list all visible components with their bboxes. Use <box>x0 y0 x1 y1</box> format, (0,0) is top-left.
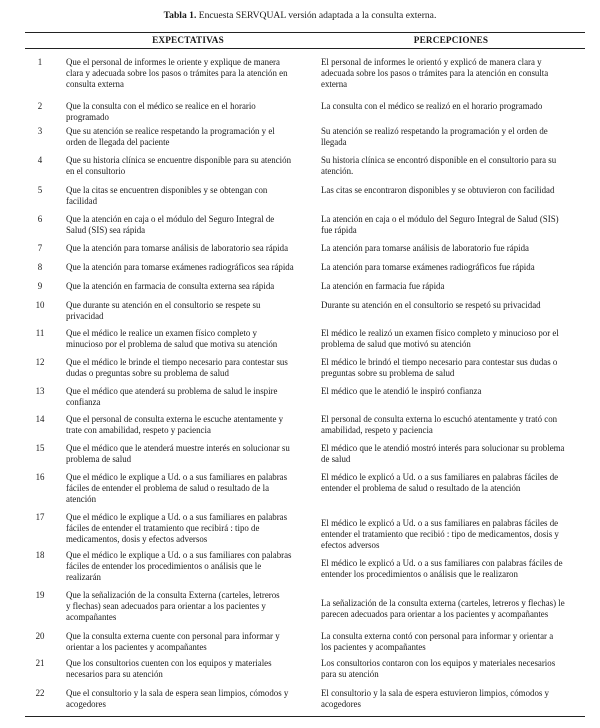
expectativa-cell: Que la atención en farmacia de consulta externa sea rápida <box>66 281 275 291</box>
expectativa-cell: Que la consulta externa cuente con personal para informar y orientar a los pacientes y acompañantes <box>66 631 280 652</box>
percepcion-cell: La consulta con el médico se realizó en el horario programado <box>321 101 543 111</box>
expectativa-cell: Que el médico le explique a Ud. o a sus familiares en palabras fáciles de entender el tratamiento que recibirá : tipo de medicamentos, dosis y efectos adversos <box>66 512 288 544</box>
row-number: 7 <box>37 243 43 253</box>
row-number: 3 <box>37 126 43 136</box>
percepcion-cell: Su historia clínica se encontró disponible en el consultorio para su atención. <box>321 155 557 176</box>
expectativa-cell: Que la atención para tomarse exámenes radiográficos sea rápida <box>66 262 294 272</box>
row-number: 11 <box>35 328 45 338</box>
expectativa-cell: Que su atención se realice respetando la programación y el orden de llegada del paciente <box>66 126 275 147</box>
percepcion-cell: El médico le explicó a Ud. o a sus familiares con palabras fáciles de entender los procedimientos o análisis que le realizaron <box>321 558 563 579</box>
percepcion-cell: El médico que le atendió mostró interés para solucionar su problema de salud <box>321 443 565 464</box>
header-expectativas: EXPECTATIVAS <box>152 35 224 45</box>
expectativa-cell: Que el médico que atenderá su problema de salud le inspire confianza <box>66 386 278 407</box>
percepcion-cell: La atención en farmacia fue rápida <box>321 281 445 291</box>
expectativa-cell: Que la atención para tomarse análisis de laboratorio sea rápida <box>66 243 289 253</box>
percepcion-cell: Durante su atención en el consultorio se respetó su privacidad <box>321 300 541 310</box>
table-caption-text: Encuesta SERVQUAL versión adaptada a la consulta externa. <box>198 10 437 21</box>
percepcion-cell: Las citas se encontraron disponibles y se obtuvieron con facilidad <box>321 185 555 195</box>
percepcion-cell: El médico le realizó un examen físico completo y minucioso por el problema de salud que motivó su atención <box>321 328 559 349</box>
percepcion-cell: El médico le explicó a Ud. o a sus familiares en palabras fáciles de entender el tratamiento que recibió : tipo de medicamentos, dosis y efectos adversos <box>321 518 559 550</box>
percepcion-cell: El médico que le atendió le inspiró confianza <box>321 386 482 396</box>
row-number: 4 <box>37 155 43 165</box>
row-number: 17 <box>35 512 45 522</box>
expectativa-cell: Que el médico le explique a Ud. o a sus familiares en palabras fáciles de entender el problema de salud o resultado de la atención <box>66 472 288 504</box>
percepcion-cell: La señalización de la consulta externa (carteles, letreros y flechas) le parecen adecuados para orientar a los pacientes y acompañantes <box>321 598 565 619</box>
row-number: 6 <box>37 214 43 224</box>
row-number: 8 <box>37 262 43 272</box>
expectativa-cell: Que la consulta con el médico se realice en el horario programado <box>66 101 256 122</box>
expectativa-cell: Que la señalización de la consulta Externa (carteles, letreros y flechas) sean adecuados para orientar a los pacientes y acompañantes <box>66 590 280 622</box>
percepcion-cell: El médico le brindó el tiempo necesario para contestar sus dudas o preguntas sobre su problema de salud <box>321 357 558 378</box>
expectativa-cell: Que la atención en caja o el módulo del Seguro Integral de Salud (SIS) sea rápida <box>66 214 275 235</box>
row-number: 14 <box>35 414 45 424</box>
percepcion-cell: La consulta externa contó con personal para informar y orientar a los pacientes y acompañantes <box>321 631 554 652</box>
expectativa-cell: Que el consultorio y la sala de espera sean limpios, cómodos y acogedores <box>66 688 289 709</box>
percepcion-cell: Los consultorios contaron con los equipos y materiales necesarios para su atención <box>321 658 556 679</box>
expectativa-cell: Que la citas se encuentren disponibles y se obtengan con facilidad <box>66 185 268 206</box>
expectativa-cell: Que el médico le realice un examen físico completo y minucioso por el problema de salud que motiva su atención <box>66 328 278 349</box>
row-number: 9 <box>37 281 43 291</box>
row-number: 22 <box>35 688 45 698</box>
expectativa-cell: Que los consultorios cuenten con los equipos y materiales necesarios para su atención <box>66 658 272 679</box>
percepcion-cell: El médico le explicó a Ud. o a sus familiares en palabras fáciles de entender el problema de salud o resultado de la atención <box>321 472 559 493</box>
row-number: 2 <box>37 101 43 111</box>
percepcion-cell: El personal de informes le orientó y explicó de manera clara y adecuada sobre los pasos o trámites para la atención en consulta externa <box>321 57 549 89</box>
row-number: 13 <box>35 386 45 396</box>
expectativa-cell: Que el médico le brinde el tiempo necesario para contestar sus dudas o preguntas sobre su problema de salud <box>66 357 288 378</box>
row-number: 5 <box>37 185 43 195</box>
percepcion-cell: La atención para tomarse análisis de laboratorio fue rápida <box>321 243 529 253</box>
row-number: 21 <box>35 658 45 668</box>
row-number: 1 <box>37 57 43 67</box>
table-bottom-rule <box>25 716 585 717</box>
row-number: 15 <box>35 443 45 453</box>
table-caption-label: Tabla 1. <box>163 10 197 21</box>
percepcion-cell: La atención en caja o el módulo del Seguro Integral de Salud (SIS) fue rápida <box>321 214 559 235</box>
row-number: 16 <box>35 472 45 482</box>
row-number: 12 <box>35 357 45 367</box>
expectativa-cell: Que durante su atención en el consultorio se respete su privacidad <box>66 300 261 321</box>
expectativa-cell: Que su historia clínica se encuentre disponible para su atención en el consultorio <box>66 155 292 176</box>
row-number: 20 <box>35 631 45 641</box>
percepcion-cell: El consultorio y la sala de espera estuvieron limpios, cómodos y acogedores <box>321 688 549 709</box>
header-percepciones: PERCEPCIONES <box>413 35 489 45</box>
row-number: 19 <box>35 590 45 600</box>
expectativa-cell: Que el médico que le atenderá muestre interés en solucionar su problema de salud <box>66 443 290 464</box>
row-number: 10 <box>35 300 45 310</box>
percepcion-cell: El personal de consulta externa lo escuchó atentamente y trató con amabilidad, respeto y paciencia <box>321 414 558 435</box>
expectativa-cell: Que el personal de informes le oriente y explique de manera clara y adecuada sobre los pasos o trámites para la atención en consulta externa <box>66 57 288 89</box>
percepcion-cell: La atención para tomarse exámenes radiográficos fue rápida <box>321 262 535 272</box>
percepcion-cell: Su atención se realizó respetando la programación y el orden de llegada <box>321 126 548 147</box>
row-number: 18 <box>35 550 45 560</box>
expectativa-cell: Que el personal de consulta externa le escuche atentamente y trate con amabilidad, respeto y paciencia <box>66 414 284 435</box>
expectativa-cell: Que el médico le explique a Ud. o a sus familiares con palabras fáciles de entender los procedimientos o análisis que le realizarán <box>66 550 292 582</box>
